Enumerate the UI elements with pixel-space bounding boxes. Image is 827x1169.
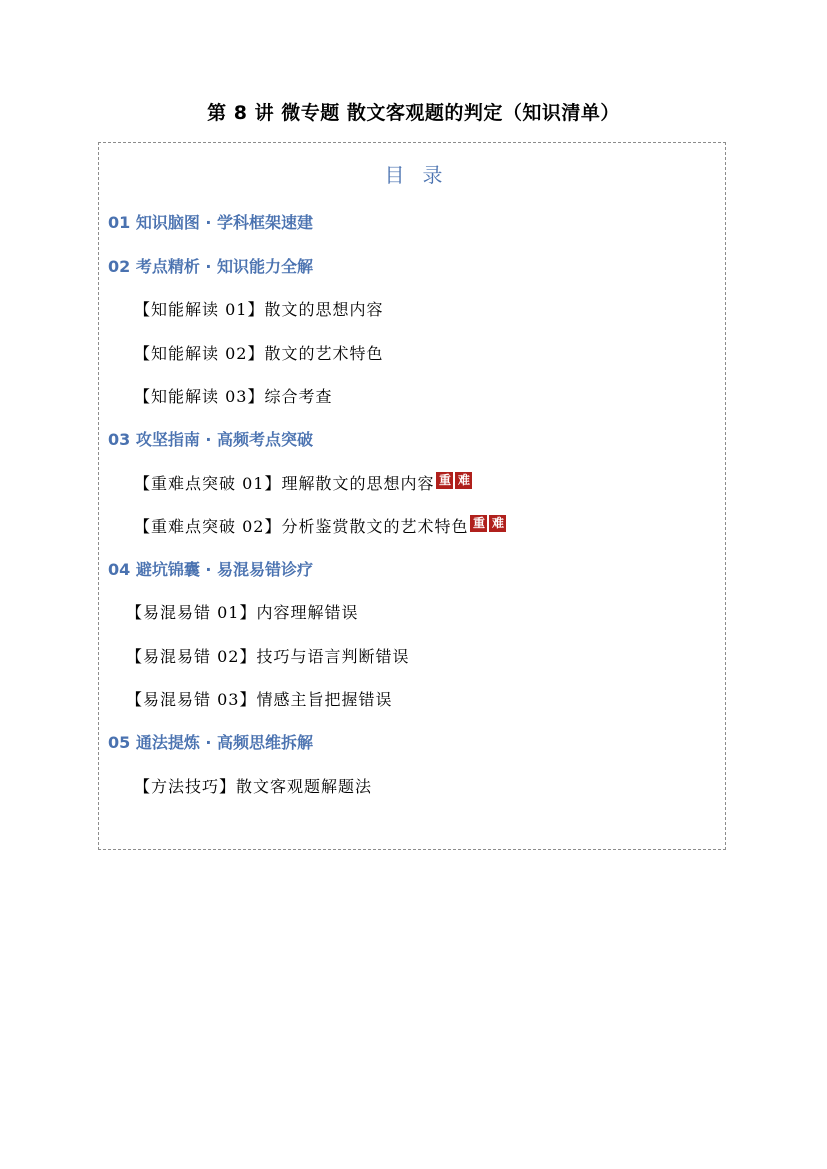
toc-item-zhongnan-01[interactable]: [134, 472, 472, 496]
toc-heading: 目录: [384, 163, 461, 187]
document-title: 第 8 讲 微专题 散文客观题的判定（知识清单）: [207, 102, 620, 124]
toc-item-zhongnan-02[interactable]: [134, 515, 506, 539]
toc-item-yihun-01[interactable]: 【易混易错 01】内容理解错误: [126, 603, 359, 622]
toc-section-04[interactable]: 04 避坑锦囊 · 易混易错诊疗: [108, 560, 314, 579]
toc-item-yihun-03[interactable]: 【易混易错 03】情感主旨把握错误: [126, 690, 393, 709]
toc-item-zhineng-01[interactable]: 【知能解读 01】散文的思想内容: [134, 300, 384, 319]
toc-item-fangfa[interactable]: 【方法技巧】散文客观题解题法: [134, 777, 373, 796]
toc-section-05[interactable]: 05 通法提炼 · 高频思维拆解: [108, 733, 314, 752]
toc-item-yihun-02[interactable]: 【易混易错 02】技巧与语言判断错误: [126, 647, 410, 666]
toc-section-03[interactable]: 03 攻坚指南 · 高频考点突破: [108, 430, 314, 449]
badge-zhong: 重: [436, 472, 453, 489]
toc-item-label: 【重难点突破 02】分析鉴赏散文的艺术特色: [134, 517, 469, 536]
badge-nan: 难: [455, 472, 472, 489]
toc-item-zhineng-02[interactable]: 【知能解读 02】散文的艺术特色: [134, 344, 384, 363]
badge-zhong: 重: [470, 515, 487, 532]
toc-section-02[interactable]: 02 考点精析 · 知识能力全解: [108, 257, 314, 276]
toc-section-01[interactable]: 01 知识脑图 · 学科框架速建: [108, 213, 314, 232]
toc-item-label: 【重难点突破 01】理解散文的思想内容: [134, 474, 435, 493]
toc-item-zhineng-03[interactable]: 【知能解读 03】综合考查: [134, 387, 333, 406]
badge-nan: 难: [489, 515, 506, 532]
